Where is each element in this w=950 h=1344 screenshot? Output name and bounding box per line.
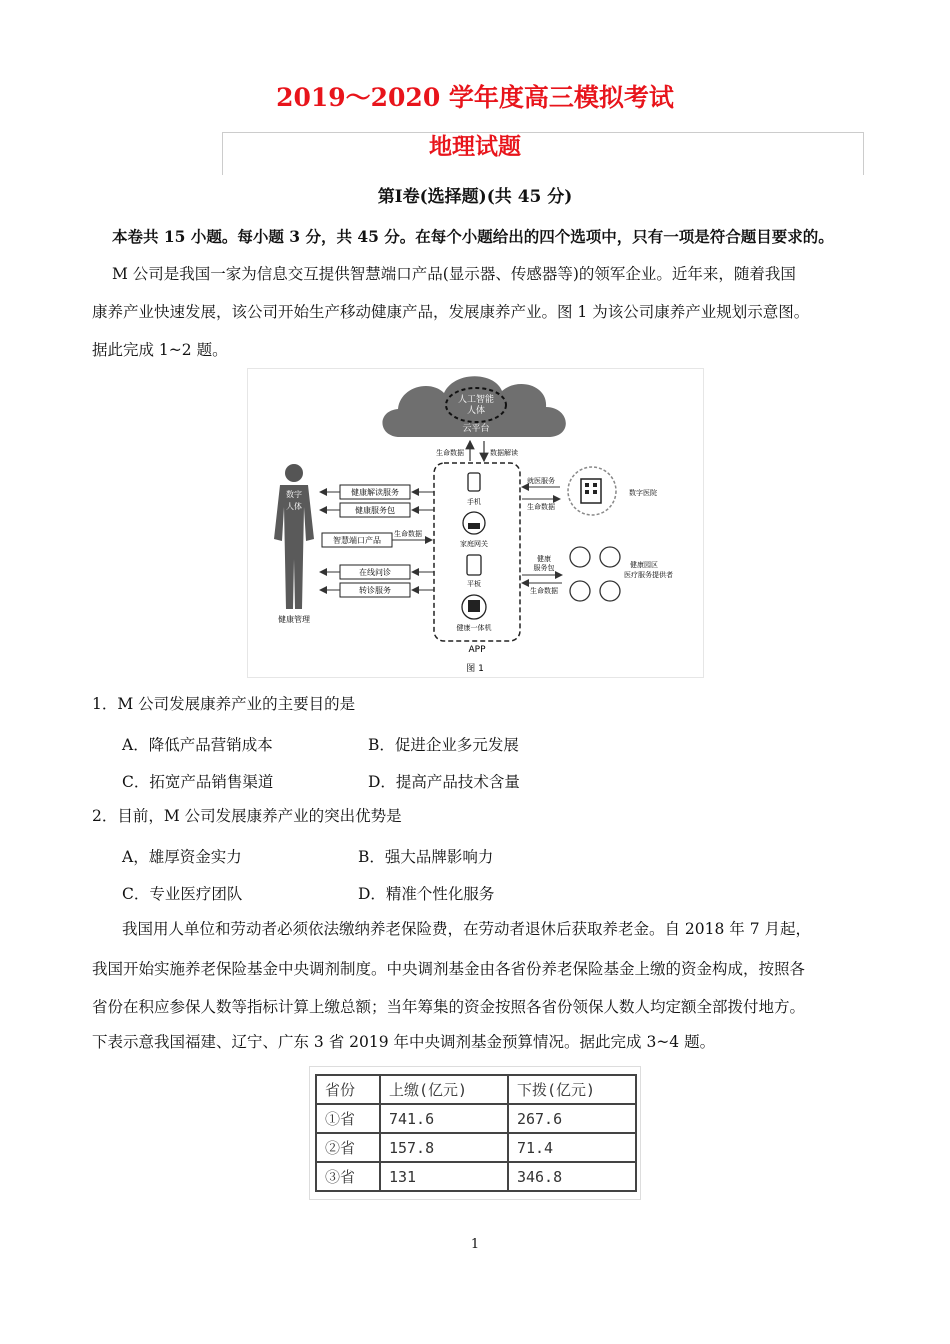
table-row <box>316 1133 636 1162</box>
doctor-icon <box>570 547 590 567</box>
hospital-group <box>522 467 657 515</box>
device-box <box>434 463 520 641</box>
passage2-line3: 省份在积应参保人数等指标计算上缴总额；当年筹集的资金按照各省份领保人数人均定额全部拨付地方。 <box>92 998 806 1016</box>
provider-label-1: 健康园区 <box>630 561 658 569</box>
service-box-1: 健康解读服务 <box>351 488 399 497</box>
budget-table <box>315 1074 637 1192</box>
q2-option-a[interactable]: A，雄厚资金实力 <box>122 848 242 866</box>
provider-group <box>522 547 673 601</box>
figure-caption: 图 1 <box>466 664 484 674</box>
provider-arrow-top-1: 健康 <box>537 555 551 563</box>
cell-upload: 157.8 <box>380 1133 508 1162</box>
hospital-icon <box>568 467 616 515</box>
cell-allocate: 267.6 <box>508 1104 636 1133</box>
header-upload: 上缴(亿元) <box>380 1075 508 1104</box>
cloud-inner-1: 人工智能 <box>457 395 495 405</box>
app-label: APP <box>468 645 486 655</box>
passage1-line1: M 公司是我国一家为信息交互提供智慧端口产品(显示器、传感器等)的领军企业。近年来，随着我国 <box>112 265 796 283</box>
instructions: 本卷共 15 小题。每小题 3 分，共 45 分。在每个小题给出的四个选项中，只有一项是符合题目要求的。 <box>112 227 834 246</box>
passage1-line2: 康养产业快速发展，该公司开始生产移动健康产品，发展康养产业。图 1 为该公司康养产业规划示意图。 <box>92 303 810 321</box>
cell-upload: 741.6 <box>380 1104 508 1133</box>
table-row <box>316 1104 636 1133</box>
caregiver-icon <box>600 581 620 601</box>
question-2-stem: 2．目前，M 公司发展康养产业的突出优势是 <box>92 807 402 825</box>
cloud-label: 云平台 <box>462 424 490 434</box>
table-header-row <box>316 1075 636 1104</box>
device-label-kiosk: 健康一体机 <box>456 624 492 632</box>
passage1-line3: 据此完成 1~2 题。 <box>92 341 228 359</box>
device-label-phone: 手机 <box>467 498 481 506</box>
cell-allocate: 346.8 <box>508 1162 636 1191</box>
q1-option-c[interactable]: C．拓宽产品销售渠道 <box>122 773 274 791</box>
down-arrow-label: 数据解读 <box>490 449 518 457</box>
cell-province: ①省 <box>316 1104 380 1133</box>
budget-table-image <box>309 1066 641 1200</box>
service-box-5: 转诊服务 <box>359 586 391 595</box>
figure-1 <box>247 368 704 678</box>
passage2-line4: 下表示意我国福建、辽宁、广东 3 省 2019 年中央调剂基金预算情况。据此完成 3~4 题。 <box>92 1033 716 1051</box>
medicine-icon <box>600 547 620 567</box>
up-arrow-label: 生命数据 <box>436 449 464 457</box>
service-box-4: 在线问诊 <box>359 568 391 577</box>
passage2-line1: 我国用人单位和劳动者必须依法缴纳养老保险费，在劳动者退休后获取养老金。自 2018 年 7 月起， <box>122 920 812 938</box>
hospital-arrow-bottom: 生命数据 <box>527 503 555 511</box>
q2-option-d[interactable]: D．精准个性化服务 <box>358 885 495 903</box>
cloud-inner-2: 人体 <box>466 406 486 416</box>
q1-option-d[interactable]: D．提高产品技术含量 <box>368 773 520 791</box>
cloud-platform <box>382 376 565 437</box>
table-row <box>316 1162 636 1191</box>
kangyang-diagram <box>248 369 703 677</box>
cell-allocate: 71.4 <box>508 1133 636 1162</box>
cell-upload: 131 <box>380 1162 508 1191</box>
svg-text:人体: 人体 <box>286 502 302 511</box>
cell-province: ③省 <box>316 1162 380 1191</box>
q1-option-a[interactable]: A．降低产品营销成本 <box>122 736 273 754</box>
cell-province: ②省 <box>316 1133 380 1162</box>
subject-title: 地理试题 <box>429 133 521 160</box>
person-icon <box>274 464 314 624</box>
provider-label-2: 医疗服务提供者 <box>624 571 673 579</box>
person-text: 数字 <box>286 490 302 499</box>
passage2-line2: 我国开始实施养老保险基金中央调剂制度。中央调剂基金由各省份养老保险基金上缴的资金构成，按照各 <box>92 960 806 978</box>
q2-option-c[interactable]: C．专业医疗团队 <box>122 885 243 903</box>
hospital-arrow-top: 就医服务 <box>527 477 555 485</box>
left-services <box>320 485 434 597</box>
left-mid-label: 生命数据 <box>394 530 422 538</box>
person-caption: 健康管理 <box>278 615 310 624</box>
provider-arrow-bottom: 生命数据 <box>530 587 558 595</box>
header-province: 省份 <box>316 1075 380 1104</box>
question-1-stem: 1．M 公司发展康养产业的主要目的是 <box>92 695 356 713</box>
q2-option-b[interactable]: B．强大品牌影响力 <box>358 848 494 866</box>
hospital-label: 数字医院 <box>629 489 657 497</box>
header-allocate: 下拨(亿元) <box>508 1075 636 1104</box>
page-number: 1 <box>470 1237 480 1252</box>
tablet-icon <box>467 555 481 575</box>
provider-arrow-top-2: 服务包 <box>533 564 555 572</box>
section-heading: 第Ⅰ卷(选择题)(共 45 分) <box>377 187 573 207</box>
device-label-tablet: 平板 <box>467 580 481 588</box>
fruit-icon <box>570 581 590 601</box>
device-label-gateway: 家庭网关 <box>460 540 488 548</box>
phone-icon <box>468 473 480 491</box>
service-box-2: 健康服务包 <box>355 506 395 515</box>
exam-title: 2019～2020 学年度高三模拟考试 <box>276 83 674 112</box>
devices <box>457 473 492 655</box>
q1-option-b[interactable]: B．促进企业多元发展 <box>368 736 519 754</box>
service-box-3: 智慧端口产品 <box>333 536 381 545</box>
